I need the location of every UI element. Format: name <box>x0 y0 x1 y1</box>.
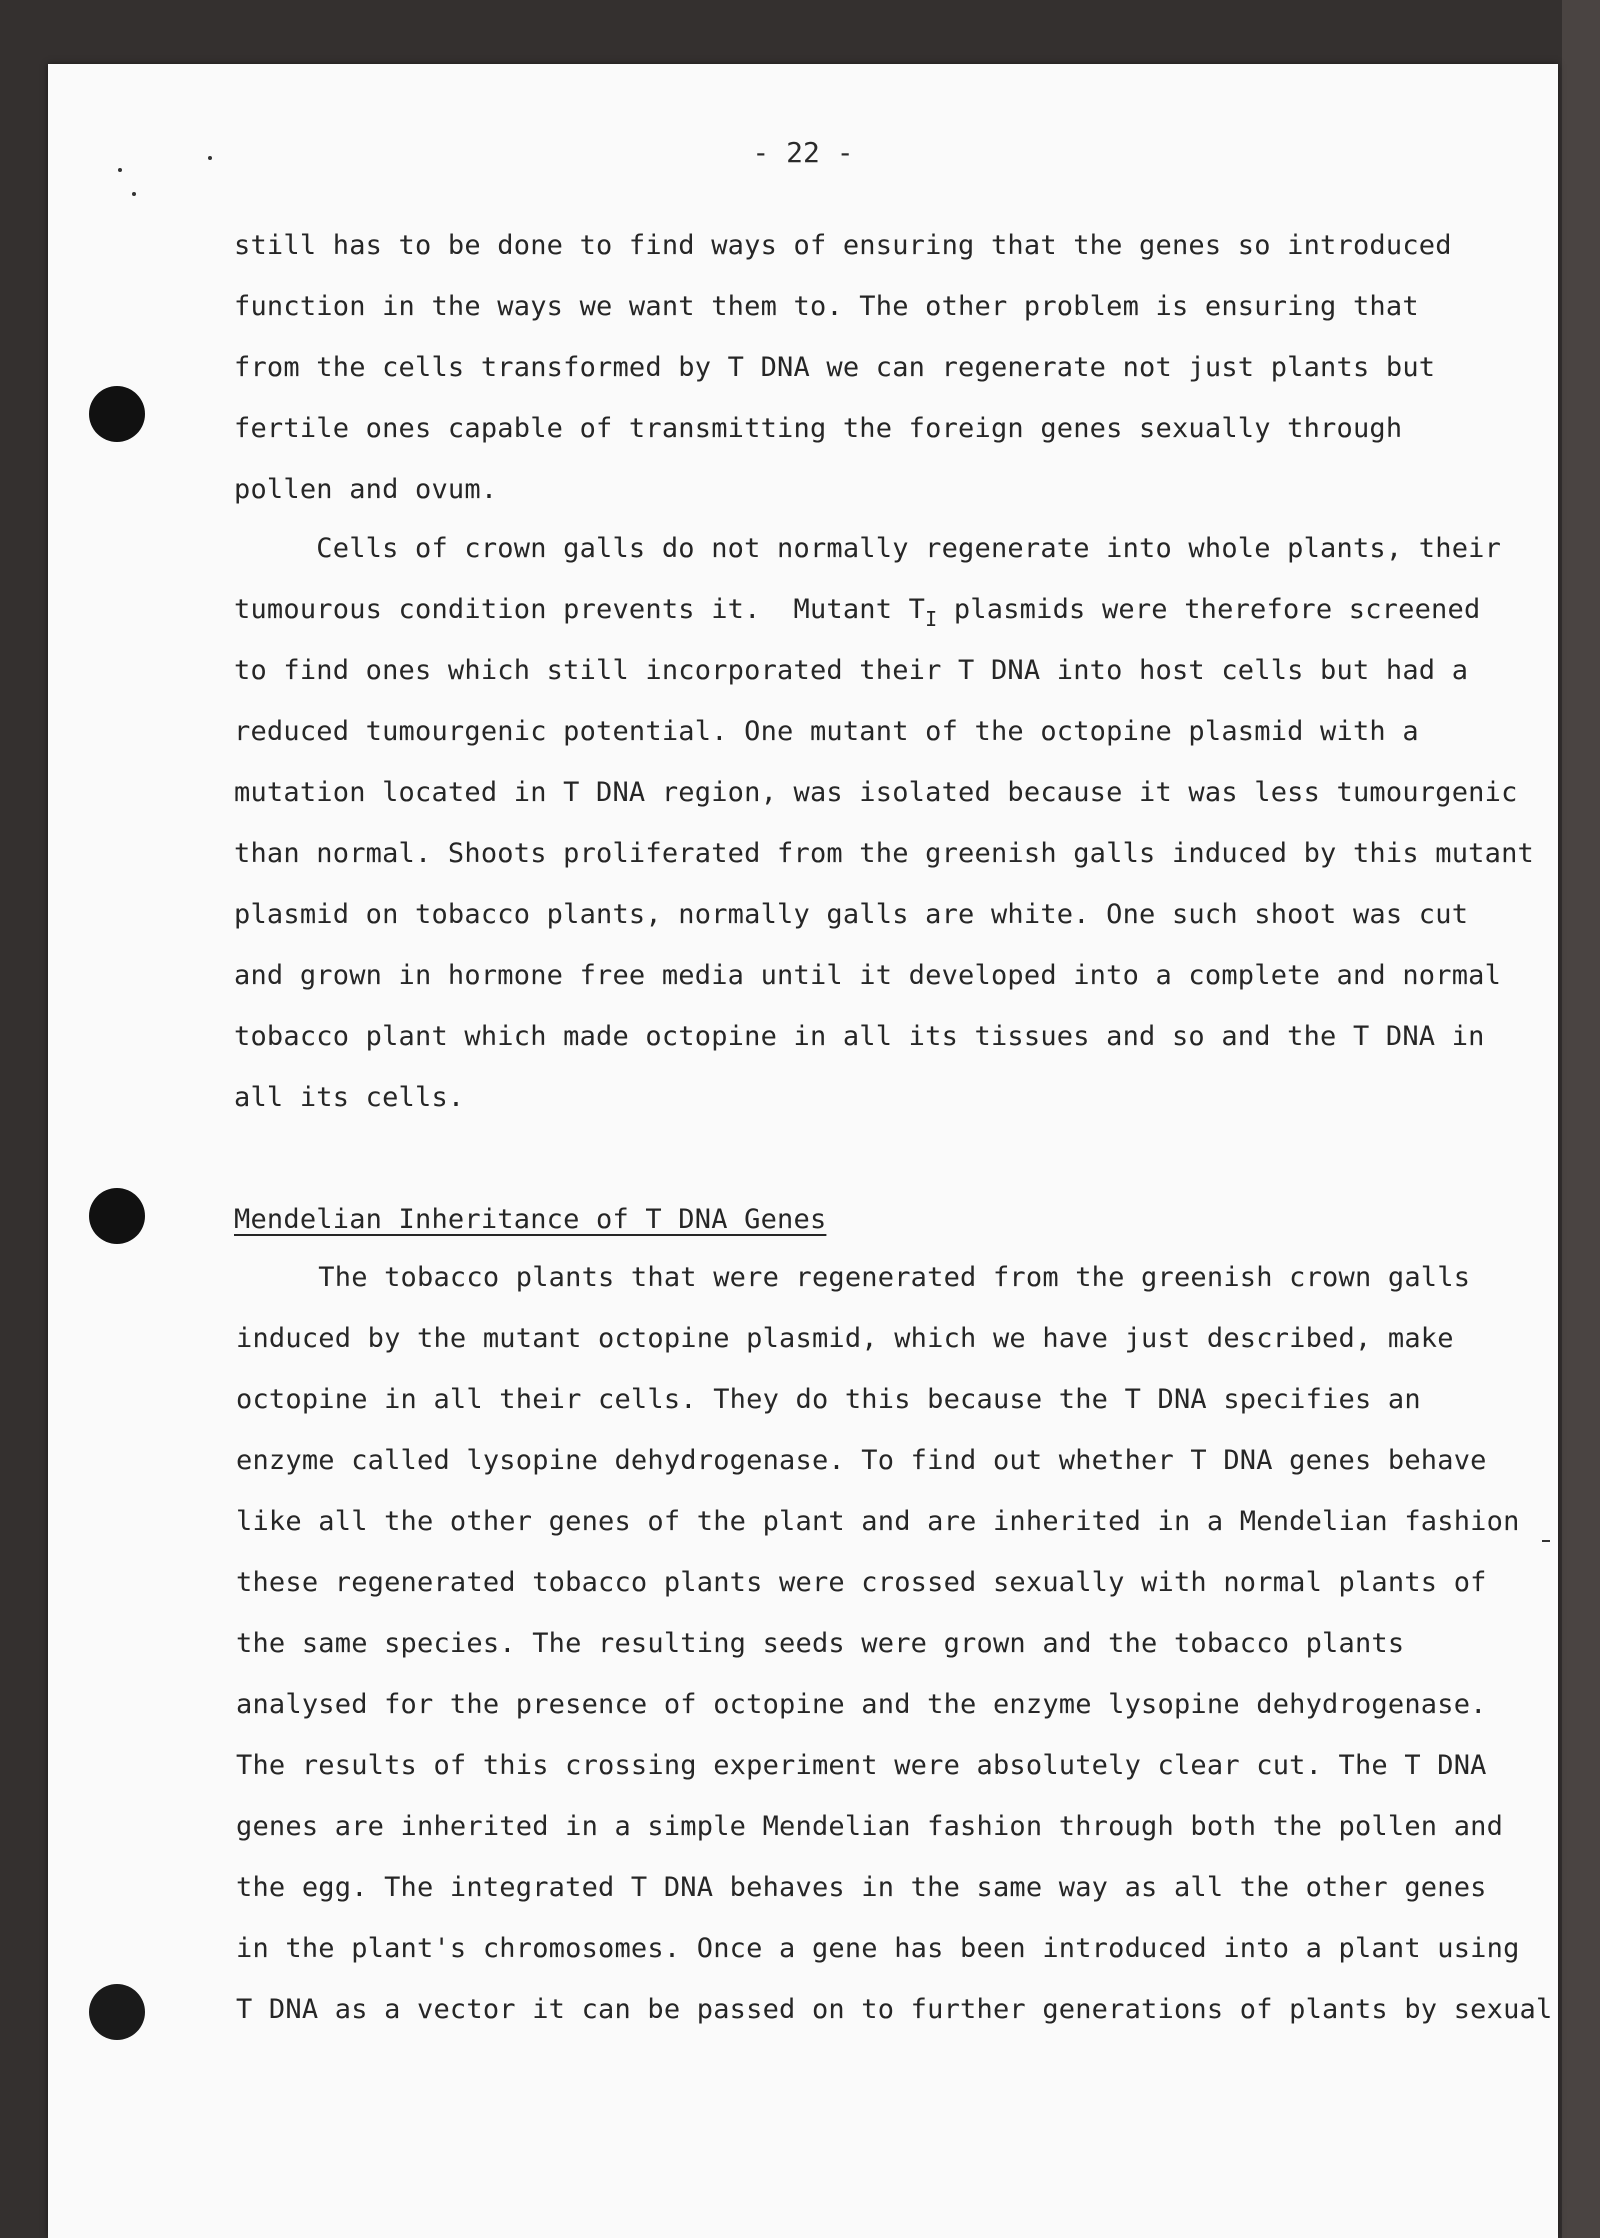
text-line: from the cells transformed by T DNA we can regenerate not just plants but <box>234 352 1436 383</box>
text-line: the same species. The resulting seeds were grown and the tobacco plants <box>236 1628 1405 1659</box>
text-line: the egg. The integrated T DNA behaves in the same way as all the other genes <box>236 1872 1487 1903</box>
scan-mark <box>1542 1540 1550 1542</box>
text-line: tobacco plant which made octopine in all its tissues and so and the T DNA in <box>234 1021 1485 1052</box>
text-line: T DNA as a vector it can be passed on to further generations of plants by sexual <box>236 1994 1553 2025</box>
text-line: The tobacco plants that were regenerated from the greenish crown galls <box>236 1262 1471 1293</box>
text-line: like all the other genes of the plant and are inherited in a Mendelian fashion <box>236 1506 1520 1537</box>
text-line: enzyme called lysopine dehydrogenase. To find out whether T DNA genes behave <box>236 1445 1487 1476</box>
text-line: reduced tumourgenic potential. One mutant of the octopine plasmid with a <box>234 716 1419 747</box>
text-line: Cells of crown galls do not normally regenerate into whole plants, their <box>234 533 1502 564</box>
punch-hole <box>89 386 145 442</box>
text-line: still has to be done to find ways of ensuring that the genes so introduced <box>234 230 1452 261</box>
text-line: in the plant's chromosomes. Once a gene has been introduced into a plant using <box>236 1933 1520 1964</box>
text-line: fertile ones capable of transmitting the foreign genes sexually through <box>234 413 1403 444</box>
scan-speck <box>132 192 136 196</box>
text-line: genes are inherited in a simple Mendelian fashion through both the pollen and <box>236 1811 1504 1842</box>
text-line: and grown in hormone free media until it developed into a complete and normal <box>234 960 1502 991</box>
text-line: to find ones which still incorporated their T DNA into host cells but had a <box>234 655 1469 686</box>
document-page <box>48 64 1558 2238</box>
text-line <box>234 594 1480 631</box>
text-line: all its cells. <box>234 1082 465 1113</box>
text-line: function in the ways we want them to. The other problem is ensuring that <box>234 291 1419 322</box>
text-line: these regenerated tobacco plants were crossed sexually with normal plants of <box>236 1567 1487 1598</box>
scan-edge <box>1562 0 1600 2238</box>
subscript: I <box>925 607 938 631</box>
text-line: octopine in all their cells. They do this because the T DNA specifies an <box>236 1384 1421 1415</box>
text-segment: plasmids were therefore screened <box>937 594 1481 625</box>
section-heading: Mendelian Inheritance of T DNA Genes <box>234 1204 827 1235</box>
text-line: than normal. Shoots proliferated from the greenish galls induced by this mutant <box>234 838 1534 869</box>
text-line: plasmid on tobacco plants, normally galls are white. One such shoot was cut <box>234 899 1469 930</box>
text-line: mutation located in T DNA region, was isolated because it was less tumourgenic <box>234 777 1518 808</box>
text-line: analysed for the presence of octopine and the enzyme lysopine dehydrogenase. <box>236 1689 1487 1720</box>
punch-hole <box>89 1984 145 2040</box>
punch-hole <box>89 1188 145 1244</box>
text-line: induced by the mutant octopine plasmid, which we have just described, make <box>236 1323 1454 1354</box>
text-segment: tumourous condition prevents it. Mutant T <box>234 594 926 625</box>
text-line: The results of this crossing experiment were absolutely clear cut. The T DNA <box>236 1750 1487 1781</box>
page-number: - 22 - <box>752 136 854 169</box>
text-line: pollen and ovum. <box>234 474 498 505</box>
